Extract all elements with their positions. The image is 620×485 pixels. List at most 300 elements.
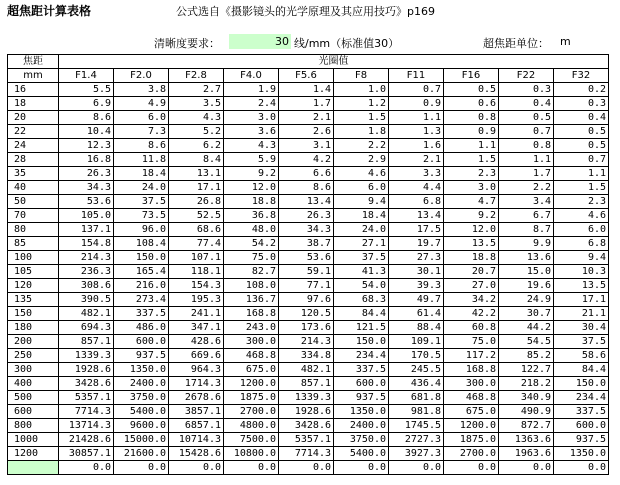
aperture-header: F1.4 — [59, 69, 114, 83]
hyperfocal-value-cell: 1.5 — [334, 111, 389, 125]
hyperfocal-value-cell: 10.4 — [59, 125, 114, 139]
hyperfocal-value-cell: 21.1 — [554, 307, 609, 321]
hyperfocal-value-cell: 981.8 — [389, 405, 444, 419]
focal-length-cell: 16 — [8, 83, 59, 97]
focal-length-cell: 20 — [8, 111, 59, 125]
hyperfocal-value-cell: 15000.0 — [114, 433, 169, 447]
hyperfocal-value-cell: 1200.0 — [224, 377, 279, 391]
hyperfocal-value-cell: 937.5 — [334, 391, 389, 405]
hyperfocal-value-cell: 241.1 — [169, 307, 224, 321]
hyperfocal-value-cell: 0.2 — [554, 83, 609, 97]
hyperfocal-value-cell: 5400.0 — [114, 405, 169, 419]
hyperfocal-value-cell: 0.7 — [389, 83, 444, 97]
hyperfocal-value-cell: 857.1 — [59, 335, 114, 349]
hyperfocal-value-cell: 1875.0 — [444, 433, 499, 447]
table-row — [8, 433, 609, 447]
focal-length-cell: 85 — [8, 237, 59, 251]
table-row — [8, 265, 609, 279]
hyperfocal-value-cell: 39.3 — [389, 279, 444, 293]
hyperfocal-value-cell: 30.4 — [554, 321, 609, 335]
hyperfocal-value-cell: 24.0 — [114, 181, 169, 195]
hyperfocal-value-cell: 4.6 — [554, 209, 609, 223]
hyperfocal-value-cell: 245.5 — [389, 363, 444, 377]
hyperfocal-value-cell: 273.4 — [114, 293, 169, 307]
table-row — [8, 335, 609, 349]
hyperfocal-value-cell: 5357.1 — [279, 433, 334, 447]
table-row — [8, 237, 609, 251]
hyperfocal-value-cell: 26.3 — [279, 209, 334, 223]
hyperfocal-unit-label: 超焦距单位： — [483, 37, 549, 50]
hyperfocal-value-cell: 13.5 — [554, 279, 609, 293]
hyperfocal-value-cell: 6.8 — [389, 195, 444, 209]
hyperfocal-value-cell: 75.0 — [224, 251, 279, 265]
hyperfocal-value-cell: 6.8 — [554, 237, 609, 251]
hyperfocal-value-cell: 15.0 — [499, 265, 554, 279]
hyperfocal-value-cell: 436.4 — [389, 377, 444, 391]
hyperfocal-value-cell: 150.0 — [554, 377, 609, 391]
hyperfocal-value-cell: 0.5 — [554, 125, 609, 139]
hyperfocal-value-cell: 1339.3 — [279, 391, 334, 405]
hyperfocal-value-cell: 84.4 — [554, 363, 609, 377]
hyperfocal-value-cell: 2678.6 — [169, 391, 224, 405]
focal-length-cell: 500 — [8, 391, 59, 405]
hyperfocal-value-cell: 77.4 — [169, 237, 224, 251]
table-row — [8, 405, 609, 419]
hyperfocal-value-cell: 122.7 — [499, 363, 554, 377]
hyperfocal-value-cell: 694.3 — [59, 321, 114, 335]
hyperfocal-value-cell: 195.3 — [169, 293, 224, 307]
hyperfocal-value-cell: 1.2 — [334, 97, 389, 111]
clarity-unit-label: 线/mm（标准值30） — [294, 37, 400, 50]
hyperfocal-value-cell: 3428.6 — [279, 419, 334, 433]
clarity-requirement-input[interactable]: 30 — [229, 34, 291, 49]
table-row — [8, 279, 609, 293]
hyperfocal-value-cell: 97.6 — [279, 293, 334, 307]
hyperfocal-value-cell: 6.2 — [169, 139, 224, 153]
hyperfocal-value-cell: 5.5 — [59, 83, 114, 97]
hyperfocal-value-cell: 0.4 — [554, 111, 609, 125]
hyperfocal-value-cell: 107.1 — [169, 251, 224, 265]
hyperfocal-value-cell: 1.1 — [389, 111, 444, 125]
focal-length-unit-header: mm — [8, 69, 59, 83]
hyperfocal-value-cell: 216.0 — [114, 279, 169, 293]
hyperfocal-value-cell: 390.5 — [59, 293, 114, 307]
hyperfocal-value-cell: 0.0 — [169, 461, 224, 475]
hyperfocal-value-cell: 2.1 — [389, 153, 444, 167]
hyperfocal-value-cell: 16.8 — [59, 153, 114, 167]
hyperfocal-value-cell: 18.4 — [334, 209, 389, 223]
hyperfocal-value-cell: 9600.0 — [114, 419, 169, 433]
focal-length-cell: 400 — [8, 377, 59, 391]
hyperfocal-value-cell: 30.7 — [499, 307, 554, 321]
hyperfocal-value-cell: 26.3 — [59, 167, 114, 181]
hyperfocal-value-cell: 468.8 — [224, 349, 279, 363]
aperture-header: F5.6 — [279, 69, 334, 83]
hyperfocal-value-cell: 1745.5 — [389, 419, 444, 433]
hyperfocal-value-cell: 3.0 — [444, 181, 499, 195]
hyperfocal-value-cell: 236.3 — [59, 265, 114, 279]
hyperfocal-value-cell: 105.0 — [59, 209, 114, 223]
hyperfocal-value-cell: 1.9 — [224, 83, 279, 97]
hyperfocal-value-cell: 27.1 — [334, 237, 389, 251]
hyperfocal-value-cell: 6.0 — [554, 223, 609, 237]
hyperfocal-value-cell: 6.0 — [114, 111, 169, 125]
hyperfocal-value-cell: 1.1 — [499, 153, 554, 167]
hyperfocal-value-cell: 3.5 — [169, 97, 224, 111]
hyperfocal-value-cell: 669.6 — [169, 349, 224, 363]
hyperfocal-value-cell: 3750.0 — [334, 433, 389, 447]
hyperfocal-value-cell: 37.5 — [554, 335, 609, 349]
hyperfocal-value-cell: 18.8 — [224, 195, 279, 209]
hyperfocal-value-cell: 68.3 — [334, 293, 389, 307]
hyperfocal-value-cell: 3.8 — [114, 83, 169, 97]
focal-length-cell: 80 — [8, 223, 59, 237]
hyperfocal-value-cell: 1350.0 — [554, 447, 609, 461]
hyperfocal-value-cell: 0.3 — [499, 83, 554, 97]
hyperfocal-value-cell: 13.4 — [389, 209, 444, 223]
hyperfocal-value-cell: 168.8 — [444, 363, 499, 377]
table-row — [8, 391, 609, 405]
focal-length-cell: 100 — [8, 251, 59, 265]
table-row — [8, 307, 609, 321]
hyperfocal-value-cell: 1.0 — [334, 83, 389, 97]
hyperfocal-value-cell: 600.0 — [554, 419, 609, 433]
hyperfocal-value-cell: 857.1 — [279, 377, 334, 391]
hyperfocal-value-cell: 2.6 — [279, 125, 334, 139]
table-row — [8, 139, 609, 153]
hyperfocal-value-cell: 108.4 — [114, 237, 169, 251]
hyperfocal-value-cell: 38.7 — [279, 237, 334, 251]
focal-length-cell: 180 — [8, 321, 59, 335]
focal-length-cell: 1000 — [8, 433, 59, 447]
hyperfocal-value-cell: 0.6 — [444, 97, 499, 111]
hyperfocal-value-cell: 2.1 — [279, 111, 334, 125]
hyperfocal-value-cell: 109.1 — [389, 335, 444, 349]
table-row — [8, 349, 609, 363]
hyperfocal-value-cell: 173.6 — [279, 321, 334, 335]
focal-length-cell: 28 — [8, 153, 59, 167]
hyperfocal-value-cell: 0.9 — [389, 97, 444, 111]
hyperfocal-value-cell: 3428.6 — [59, 377, 114, 391]
hyperfocal-value-cell: 7714.3 — [59, 405, 114, 419]
table-row — [8, 377, 609, 391]
hyperfocal-value-cell: 0.0 — [224, 461, 279, 475]
hyperfocal-value-cell: 13.5 — [444, 237, 499, 251]
hyperfocal-value-cell: 2.2 — [334, 139, 389, 153]
aperture-header: F16 — [444, 69, 499, 83]
hyperfocal-value-cell: 3.4 — [499, 195, 554, 209]
hyperfocal-value-cell: 1350.0 — [114, 363, 169, 377]
hyperfocal-value-cell: 13.4 — [279, 195, 334, 209]
hyperfocal-value-cell: 21428.6 — [59, 433, 114, 447]
hyperfocal-value-cell: 1963.6 — [499, 447, 554, 461]
hyperfocal-value-cell: 2700.0 — [444, 447, 499, 461]
hyperfocal-value-cell: 334.8 — [279, 349, 334, 363]
hyperfocal-value-cell: 0.8 — [499, 139, 554, 153]
hyperfocal-value-cell: 37.5 — [114, 195, 169, 209]
hyperfocal-value-cell: 1.5 — [554, 181, 609, 195]
focal-length-cell: 24 — [8, 139, 59, 153]
hyperfocal-value-cell: 17.5 — [389, 223, 444, 237]
hyperfocal-value-cell: 9.4 — [554, 251, 609, 265]
hyperfocal-value-cell: 26.8 — [169, 195, 224, 209]
hyperfocal-value-cell: 482.1 — [59, 307, 114, 321]
hyperfocal-value-cell: 0.5 — [499, 111, 554, 125]
hyperfocal-value-cell: 13.6 — [499, 251, 554, 265]
hyperfocal-value-cell: 154.3 — [169, 279, 224, 293]
hyperfocal-value-cell: 137.1 — [59, 223, 114, 237]
hyperfocal-value-cell: 13.1 — [169, 167, 224, 181]
hyperfocal-value-cell: 964.3 — [169, 363, 224, 377]
focal-length-cell: 18 — [8, 97, 59, 111]
focal-length-input-cell[interactable] — [8, 461, 59, 475]
hyperfocal-value-cell: 6.7 — [499, 209, 554, 223]
table-row — [8, 419, 609, 433]
hyperfocal-value-cell: 0.4 — [499, 97, 554, 111]
focal-length-cell: 250 — [8, 349, 59, 363]
aperture-header: F4.0 — [224, 69, 279, 83]
hyperfocal-value-cell: 54.2 — [224, 237, 279, 251]
hyperfocal-value-cell: 218.2 — [499, 377, 554, 391]
table-row — [8, 223, 609, 237]
sheet-title: 超焦距计算表格 — [7, 4, 92, 18]
table-row — [8, 111, 609, 125]
hyperfocal-value-cell: 308.6 — [59, 279, 114, 293]
hyperfocal-value-cell: 2727.3 — [389, 433, 444, 447]
hyperfocal-value-cell: 3.6 — [224, 125, 279, 139]
focal-length-cell: 50 — [8, 195, 59, 209]
hyperfocal-value-cell: 44.2 — [499, 321, 554, 335]
hyperfocal-value-cell: 243.0 — [224, 321, 279, 335]
hyperfocal-value-cell: 2.4 — [224, 97, 279, 111]
hyperfocal-value-cell: 600.0 — [114, 335, 169, 349]
hyperfocal-value-cell: 5.2 — [169, 125, 224, 139]
hyperfocal-value-cell: 88.4 — [389, 321, 444, 335]
hyperfocal-value-cell: 0.5 — [554, 139, 609, 153]
hyperfocal-value-cell: 9.2 — [224, 167, 279, 181]
clarity-requirement-label: 清晰度要求： — [154, 37, 220, 50]
hyperfocal-value-cell: 300.0 — [444, 377, 499, 391]
focal-length-cell: 1200 — [8, 447, 59, 461]
aperture-group-header: 光圈值 — [59, 55, 609, 69]
table-row — [8, 321, 609, 335]
hyperfocal-value-cell: 2700.0 — [224, 405, 279, 419]
hyperfocal-value-cell: 1928.6 — [59, 363, 114, 377]
hyperfocal-value-cell: 30857.1 — [59, 447, 114, 461]
hyperfocal-value-cell: 82.7 — [224, 265, 279, 279]
hyperfocal-value-cell: 150.0 — [334, 335, 389, 349]
hyperfocal-value-cell: 1.4 — [279, 83, 334, 97]
hyperfocal-value-cell: 10800.0 — [224, 447, 279, 461]
hyperfocal-value-cell: 3750.0 — [114, 391, 169, 405]
hyperfocal-value-cell: 41.3 — [334, 265, 389, 279]
hyperfocal-value-cell: 117.2 — [444, 349, 499, 363]
hyperfocal-value-cell: 24.9 — [499, 293, 554, 307]
hyperfocal-value-cell: 13714.3 — [59, 419, 114, 433]
hyperfocal-value-cell: 3.1 — [279, 139, 334, 153]
hyperfocal-value-cell: 937.5 — [114, 349, 169, 363]
table-row — [8, 461, 609, 475]
hyperfocal-value-cell: 30.1 — [389, 265, 444, 279]
hyperfocal-value-cell: 53.6 — [59, 195, 114, 209]
hyperfocal-value-cell: 10.3 — [554, 265, 609, 279]
hyperfocal-value-cell: 12.0 — [444, 223, 499, 237]
focal-length-cell: 600 — [8, 405, 59, 419]
hyperfocal-value-cell: 2.7 — [169, 83, 224, 97]
table-row — [8, 363, 609, 377]
table-row — [8, 125, 609, 139]
hyperfocal-value-cell: 165.4 — [114, 265, 169, 279]
formula-source-text: 公式选自《摄影镜头的光学原理及其应用技巧》p169 — [176, 5, 435, 18]
hyperfocal-value-cell: 0.0 — [59, 461, 114, 475]
hyperfocal-value-cell: 3927.3 — [389, 447, 444, 461]
hyperfocal-value-cell: 1.3 — [389, 125, 444, 139]
hyperfocal-value-cell: 8.6 — [114, 139, 169, 153]
hyperfocal-value-cell: 120.5 — [279, 307, 334, 321]
focal-length-cell: 35 — [8, 167, 59, 181]
hyperfocal-value-cell: 1350.0 — [334, 405, 389, 419]
hyperfocal-value-cell: 5.9 — [224, 153, 279, 167]
table-row — [8, 209, 609, 223]
hyperfocal-value-cell: 9.9 — [499, 237, 554, 251]
hyperfocal-value-cell: 6.0 — [334, 181, 389, 195]
table-row — [8, 181, 609, 195]
hyperfocal-value-cell: 8.4 — [169, 153, 224, 167]
hyperfocal-value-cell: 468.8 — [444, 391, 499, 405]
hyperfocal-value-cell: 7714.3 — [279, 447, 334, 461]
hyperfocal-value-cell: 347.1 — [169, 321, 224, 335]
hyperfocal-value-cell: 34.3 — [279, 223, 334, 237]
hyperfocal-value-cell: 937.5 — [554, 433, 609, 447]
hyperfocal-value-cell: 8.6 — [279, 181, 334, 195]
hyperfocal-value-cell: 17.1 — [169, 181, 224, 195]
hyperfocal-value-cell: 9.4 — [334, 195, 389, 209]
hyperfocal-value-cell: 0.0 — [444, 461, 499, 475]
focal-length-cell: 135 — [8, 293, 59, 307]
hyperfocal-value-cell: 24.0 — [334, 223, 389, 237]
hyperfocal-value-cell: 1363.6 — [499, 433, 554, 447]
hyperfocal-value-cell: 872.7 — [499, 419, 554, 433]
hyperfocal-value-cell: 27.3 — [389, 251, 444, 265]
hyperfocal-value-cell: 2.3 — [554, 195, 609, 209]
hyperfocal-value-cell: 4.3 — [169, 111, 224, 125]
hyperfocal-value-cell: 15428.6 — [169, 447, 224, 461]
hyperfocal-value-cell: 234.4 — [554, 391, 609, 405]
hyperfocal-value-cell: 300.0 — [224, 335, 279, 349]
hyperfocal-value-cell: 0.0 — [114, 461, 169, 475]
hyperfocal-value-cell: 1339.3 — [59, 349, 114, 363]
hyperfocal-value-cell: 84.4 — [334, 307, 389, 321]
aperture-header: F11 — [389, 69, 444, 83]
hyperfocal-value-cell: 2.9 — [334, 153, 389, 167]
hyperfocal-value-cell: 4.2 — [279, 153, 334, 167]
hyperfocal-value-cell: 0.0 — [334, 461, 389, 475]
hyperfocal-value-cell: 21600.0 — [114, 447, 169, 461]
hyperfocal-value-cell: 12.3 — [59, 139, 114, 153]
hyperfocal-value-cell: 8.6 — [59, 111, 114, 125]
aperture-header: F22 — [499, 69, 554, 83]
hyperfocal-value-cell: 0.8 — [444, 111, 499, 125]
hyperfocal-value-cell: 3857.1 — [169, 405, 224, 419]
hyperfocal-value-cell: 1.7 — [499, 167, 554, 181]
hyperfocal-value-cell: 5400.0 — [334, 447, 389, 461]
focal-length-cell: 150 — [8, 307, 59, 321]
hyperfocal-value-cell: 600.0 — [334, 377, 389, 391]
hyperfocal-value-cell: 486.0 — [114, 321, 169, 335]
hyperfocal-value-cell: 9.2 — [444, 209, 499, 223]
hyperfocal-value-cell: 1.8 — [334, 125, 389, 139]
hyperfocal-value-cell: 61.4 — [389, 307, 444, 321]
hyperfocal-value-cell: 6857.1 — [169, 419, 224, 433]
table-row — [8, 251, 609, 265]
hyperfocal-value-cell: 34.2 — [444, 293, 499, 307]
focal-length-header: 焦距 — [8, 55, 59, 69]
hyperfocal-value-cell: 4800.0 — [224, 419, 279, 433]
hyperfocal-value-cell: 490.9 — [499, 405, 554, 419]
hyperfocal-value-cell: 20.7 — [444, 265, 499, 279]
hyperfocal-value-cell: 54.5 — [499, 335, 554, 349]
hyperfocal-value-cell: 68.6 — [169, 223, 224, 237]
hyperfocal-value-cell: 337.5 — [554, 405, 609, 419]
hyperfocal-value-cell: 0.7 — [499, 125, 554, 139]
hyperfocal-value-cell: 77.1 — [279, 279, 334, 293]
hyperfocal-value-cell: 482.1 — [279, 363, 334, 377]
hyperfocal-value-cell: 1714.3 — [169, 377, 224, 391]
hyperfocal-value-cell: 214.3 — [59, 251, 114, 265]
hyperfocal-value-cell: 3.0 — [224, 111, 279, 125]
hyperfocal-value-cell: 1.6 — [389, 139, 444, 153]
hyperfocal-value-cell: 136.7 — [224, 293, 279, 307]
hyperfocal-value-cell: 1200.0 — [444, 419, 499, 433]
hyperfocal-value-cell: 18.8 — [444, 251, 499, 265]
hyperfocal-value-cell: 154.8 — [59, 237, 114, 251]
hyperfocal-value-cell: 2.3 — [444, 167, 499, 181]
focal-length-cell: 40 — [8, 181, 59, 195]
hyperfocal-value-cell: 49.7 — [389, 293, 444, 307]
hyperfocal-value-cell: 54.0 — [334, 279, 389, 293]
hyperfocal-value-cell: 170.5 — [389, 349, 444, 363]
hyperfocal-value-cell: 34.3 — [59, 181, 114, 195]
hyperfocal-value-cell: 118.1 — [169, 265, 224, 279]
hyperfocal-value-cell: 681.8 — [389, 391, 444, 405]
hyperfocal-value-cell: 337.5 — [334, 363, 389, 377]
hyperfocal-value-cell: 11.8 — [114, 153, 169, 167]
aperture-header: F2.0 — [114, 69, 169, 83]
table-row — [8, 447, 609, 461]
hyperfocal-value-cell: 340.9 — [499, 391, 554, 405]
hyperfocal-value-cell: 36.8 — [224, 209, 279, 223]
focal-length-cell: 105 — [8, 265, 59, 279]
hyperfocal-value-cell: 2400.0 — [334, 419, 389, 433]
aperture-header: F8 — [334, 69, 389, 83]
table-row — [8, 167, 609, 181]
hyperfocal-value-cell: 3.3 — [389, 167, 444, 181]
hyperfocal-value-cell: 214.3 — [279, 335, 334, 349]
hyperfocal-value-cell: 4.3 — [224, 139, 279, 153]
focal-length-cell: 22 — [8, 125, 59, 139]
hyperfocal-value-cell: 8.7 — [499, 223, 554, 237]
hyperfocal-value-cell: 42.2 — [444, 307, 499, 321]
hyperfocal-value-cell: 73.5 — [114, 209, 169, 223]
hyperfocal-value-cell: 6.6 — [279, 167, 334, 181]
hyperfocal-value-cell: 75.0 — [444, 335, 499, 349]
table-row — [8, 293, 609, 307]
hyperfocal-value-cell: 0.0 — [279, 461, 334, 475]
table-row — [8, 83, 609, 97]
hyperfocal-value-cell: 0.7 — [554, 153, 609, 167]
hyperfocal-value-cell: 0.3 — [554, 97, 609, 111]
hyperfocal-unit-value[interactable]: m — [560, 35, 571, 48]
